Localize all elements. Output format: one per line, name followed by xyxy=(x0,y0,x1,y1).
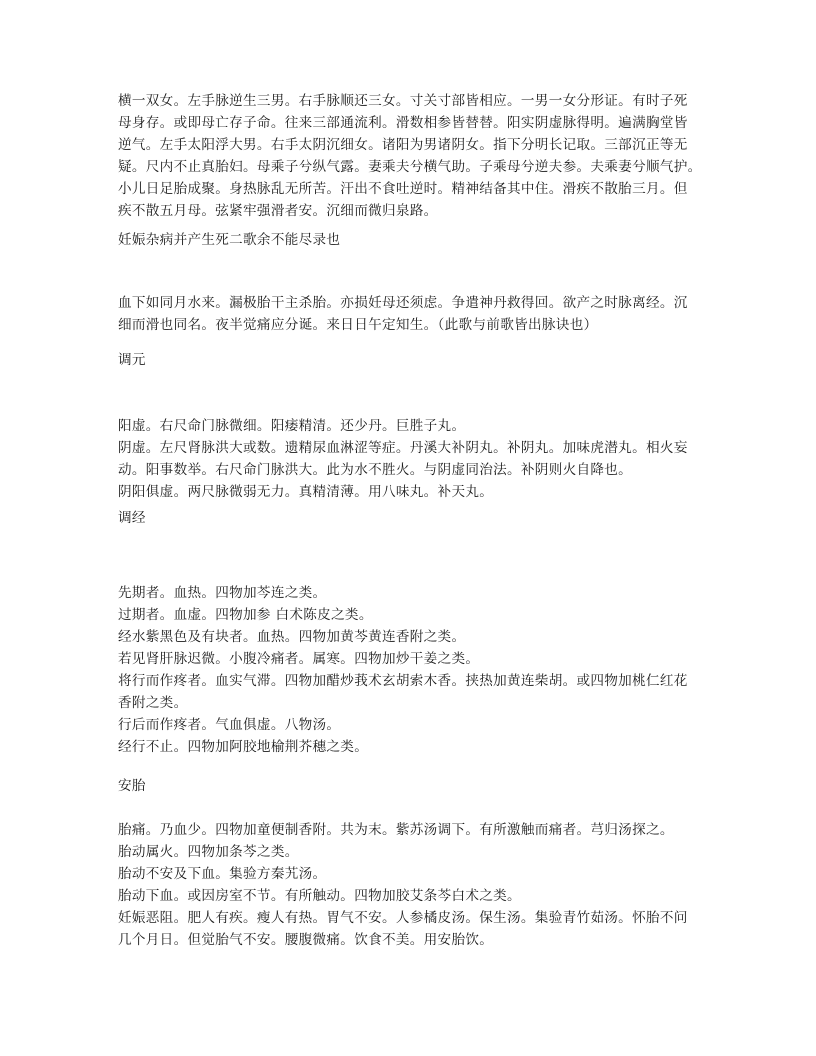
text-line: 安胎 xyxy=(118,778,146,794)
text-line: 疑。尺内不止真胎妇。母乘子兮纵气露。妻乘夫兮横气助。子乘母兮逆夫参。夫乘妻兮顺气护。 xyxy=(118,159,702,175)
text-line: 阴阳俱虚。两尺脉微弱无力。真精清薄。用八味丸。补天丸。 xyxy=(118,484,494,500)
paragraph-yin-yang-deficiency xyxy=(118,415,718,503)
text-line: 小儿日足胎成聚。身热脉乱无所苦。汗出不食吐逆时。精神结备其中住。滑疾不散胎三月。但 xyxy=(118,181,688,197)
text-line: 调经 xyxy=(118,510,146,526)
text-line: 经水紫黑色及有块者。血热。四物加黄芩黄连香附之类。 xyxy=(118,629,466,645)
text-line: 调元 xyxy=(118,352,146,368)
text-line: 阳虚。右尺命门脉微细。阳痿精清。还少丹。巨胜子丸。 xyxy=(118,418,466,434)
paragraph-menstruation xyxy=(118,582,718,758)
text-line: 先期者。血热。四物加芩连之类。 xyxy=(118,585,327,601)
text-line: 横一双女。左手脉逆生三男。右手脉顺还三女。寸关寸部皆相应。一男一女分形证。有时子死 xyxy=(118,93,688,109)
paragraph-pregnancy-care xyxy=(118,819,718,951)
text-line: 行后而作疼者。气血俱虚。八物汤。 xyxy=(118,717,341,733)
heading-tiao-yuan xyxy=(118,349,718,371)
text-line: 胎痛。乃血少。四物加童便制香附。共为末。紫苏汤调下。有所激触而痛者。芎归汤探之。 xyxy=(118,822,674,838)
text-line: 经行不止。四物加阿胶地榆荆芥穗之类。 xyxy=(118,739,369,755)
text-line: 将行而作疼者。血实气滞。四物加醋炒莪术玄胡索木香。挟热加黄连柴胡。或四物加桃仁红花 xyxy=(118,673,688,689)
paragraph-bleeding xyxy=(118,292,718,336)
text-line: 胎动下血。或因房室不节。有所触动。四物加胶艾条芩白术之类。 xyxy=(118,888,521,904)
text-line: 香附之类。 xyxy=(118,695,188,711)
text-line: 血下如同月水来。漏极胎干主杀胎。亦损妊母还须虑。争遣神丹救得回。欲产之时脉离经。沉 xyxy=(118,295,688,311)
text-line: 阴虚。左尺肾脉洪大或数。遗精尿血淋涩等症。丹溪大补阴丸。补阴丸。加味虎潜丸。相火妄 xyxy=(118,440,688,456)
heading-tiao-jing xyxy=(118,507,718,529)
text-line: 母身存。或即母亡存子命。往来三部通流利。滑数相参皆替替。阳实阴虚脉得明。遍满胸堂皆 xyxy=(118,115,688,131)
text-line: 妊娠恶阻。肥人有疾。瘦人有热。胃气不安。人参橘皮汤。保生汤。集验青竹茹汤。怀胎不问 xyxy=(118,910,688,926)
paragraph-pulse-song xyxy=(118,90,718,222)
text-line: 几个月日。但觉胎气不安。腰腹微痛。饮食不美。用安胎饮。 xyxy=(118,932,494,948)
text-line: 妊娠杂病并产生死二歌余不能尽录也 xyxy=(118,232,341,248)
text-line: 胎动属火。四物加条芩之类。 xyxy=(118,844,299,860)
heading-pregnancy-songs xyxy=(118,229,718,251)
text-line: 逆气。左手太阳浮大男。右手太阴沉细女。诸阳为男诸阴女。指下分明长记取。三部沉正等无 xyxy=(118,137,688,153)
text-line: 过期者。血虚。四物加参 白术陈皮之类。 xyxy=(118,607,373,623)
text-line: 若见肾肝脉迟微。小腹冷痛者。属寒。四物加炒干姜之类。 xyxy=(118,651,480,667)
text-line: 细而滑也同名。夜半觉痛应分诞。来日日午定知生。（此歌与前歌皆出脉诀也） xyxy=(118,317,598,333)
text-line: 动。阳事数举。右尺命门脉洪大。此为水不胜火。与阴虚同治法。补阴则火自降也。 xyxy=(118,462,633,478)
text-line: 胎动不安及下血。集验方秦艽汤。 xyxy=(118,866,327,882)
heading-an-tai xyxy=(118,775,718,797)
text-line: 疾不散五月母。弦紧牢强滑者安。沉细而微归泉路。 xyxy=(118,203,438,219)
